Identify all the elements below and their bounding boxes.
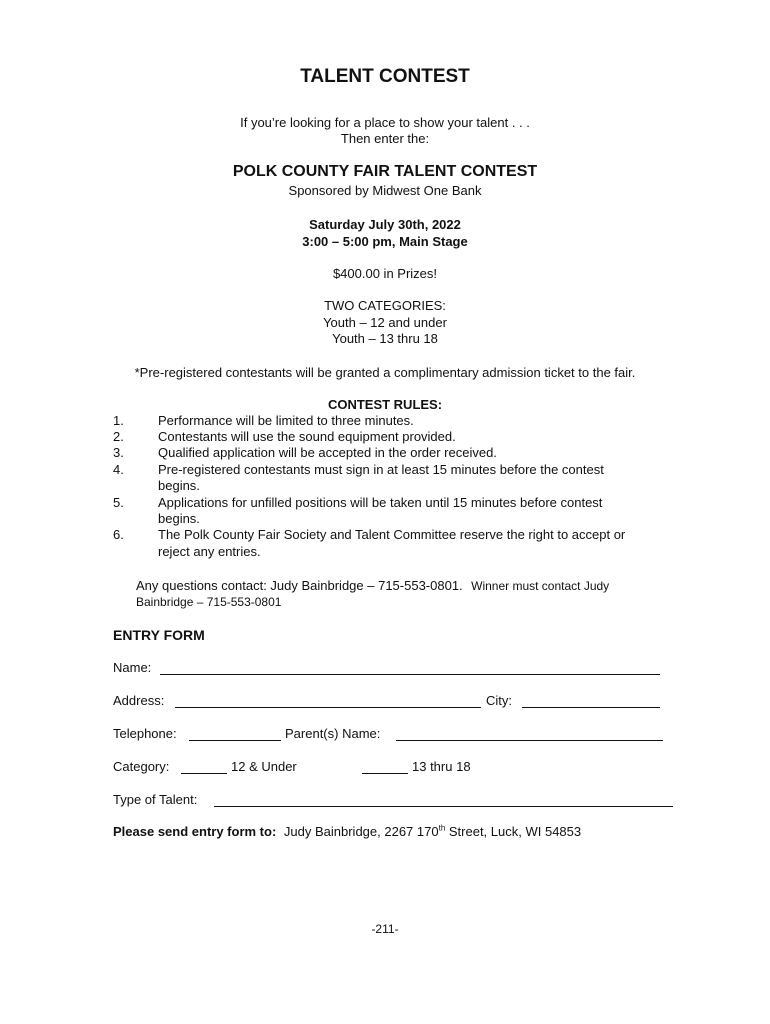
address-field[interactable] xyxy=(175,693,481,708)
page-number: -211- xyxy=(371,922,399,936)
contact-line-2: Bainbridge – 715-553-0801 xyxy=(136,595,282,609)
city-field[interactable] xyxy=(522,693,660,708)
prizes-text: $400.00 in Prizes! xyxy=(332,266,438,281)
name-label: Name: xyxy=(113,660,152,675)
city-label: City: xyxy=(486,693,512,708)
entry-form-heading: ENTRY FORM xyxy=(113,627,205,643)
category-youth-12: Youth – 12 and under xyxy=(323,315,447,330)
preregistration-note: *Pre-registered contestants will be granted a complimentary admission ticket to the fair. xyxy=(134,365,636,380)
rules-heading: CONTEST RULES: xyxy=(327,397,443,412)
contact-line-1 xyxy=(136,577,756,595)
contact-winner-note: Winner must contact Judy xyxy=(471,579,610,593)
rule-text: Performance will be limited to three minutes. xyxy=(158,413,414,428)
send-address-start: Judy Bainbridge, 2267 170 xyxy=(283,824,439,839)
category-label: Category: xyxy=(113,759,170,774)
rule-text: Contestants will use the sound equipment provided. xyxy=(158,429,456,444)
sponsor-text: Sponsored by Midwest One Bank xyxy=(288,183,482,198)
rule-number: 2. xyxy=(113,429,124,444)
event-time-place: 3:00 – 5:00 pm, Main Stage xyxy=(302,234,468,249)
rule-text-continued: reject any entries. xyxy=(158,544,261,559)
event-title: POLK COUNTY FAIR TALENT CONTEST xyxy=(232,163,538,180)
telephone-label: Telephone: xyxy=(113,726,177,741)
name-field[interactable] xyxy=(160,660,660,675)
category-youth-13-18: Youth – 13 thru 18 xyxy=(332,331,438,346)
rule-text: Pre-registered contestants must sign in at least 15 minutes before the contest xyxy=(158,462,604,477)
category-13to18-label: 13 thru 18 xyxy=(412,759,471,774)
rule-number: 1. xyxy=(113,413,124,428)
rule-text-continued: begins. xyxy=(158,511,200,526)
rule-text: The Polk County Fair Society and Talent Committee reserve the right to accept or xyxy=(158,527,626,542)
category-under12-blank[interactable] xyxy=(181,759,227,774)
telephone-field[interactable] xyxy=(189,726,281,741)
rule-number: 4. xyxy=(113,462,124,477)
rule-number: 5. xyxy=(113,495,124,510)
intro-line-1: If you’re looking for a place to show your talent . . . xyxy=(240,115,530,130)
intro-line-2: Then enter the: xyxy=(340,131,430,146)
event-date: Saturday July 30th, 2022 xyxy=(309,217,461,232)
rule-text: Applications for unfilled positions will be taken until 15 minutes before contest xyxy=(158,495,603,510)
send-address-suffix: th xyxy=(438,823,446,833)
parents-name-label: Parent(s) Name: xyxy=(285,726,381,741)
parents-name-field[interactable] xyxy=(396,726,663,741)
talent-type-field[interactable] xyxy=(214,792,673,807)
rule-number: 6. xyxy=(113,527,124,542)
send-entry-label: Please send entry form to: xyxy=(113,824,277,839)
send-address-end: Street, Luck, WI 54853 xyxy=(445,824,582,839)
talent-type-label: Type of Talent: xyxy=(113,792,198,807)
category-13to18-blank[interactable] xyxy=(362,759,408,774)
categories-heading: TWO CATEGORIES: xyxy=(324,298,446,313)
send-entry-line xyxy=(113,824,581,840)
rule-number: 3. xyxy=(113,445,124,460)
page-title: TALENT CONTEST xyxy=(300,66,470,87)
category-under12-label: 12 & Under xyxy=(231,759,297,774)
rule-text: Qualified application will be accepted in the order received. xyxy=(158,445,497,460)
address-label: Address: xyxy=(113,693,165,708)
rule-text-continued: begins. xyxy=(158,478,200,493)
send-address xyxy=(284,824,581,839)
contact-main: Any questions contact: Judy Bainbridge – 715-553-0801. xyxy=(136,578,463,593)
